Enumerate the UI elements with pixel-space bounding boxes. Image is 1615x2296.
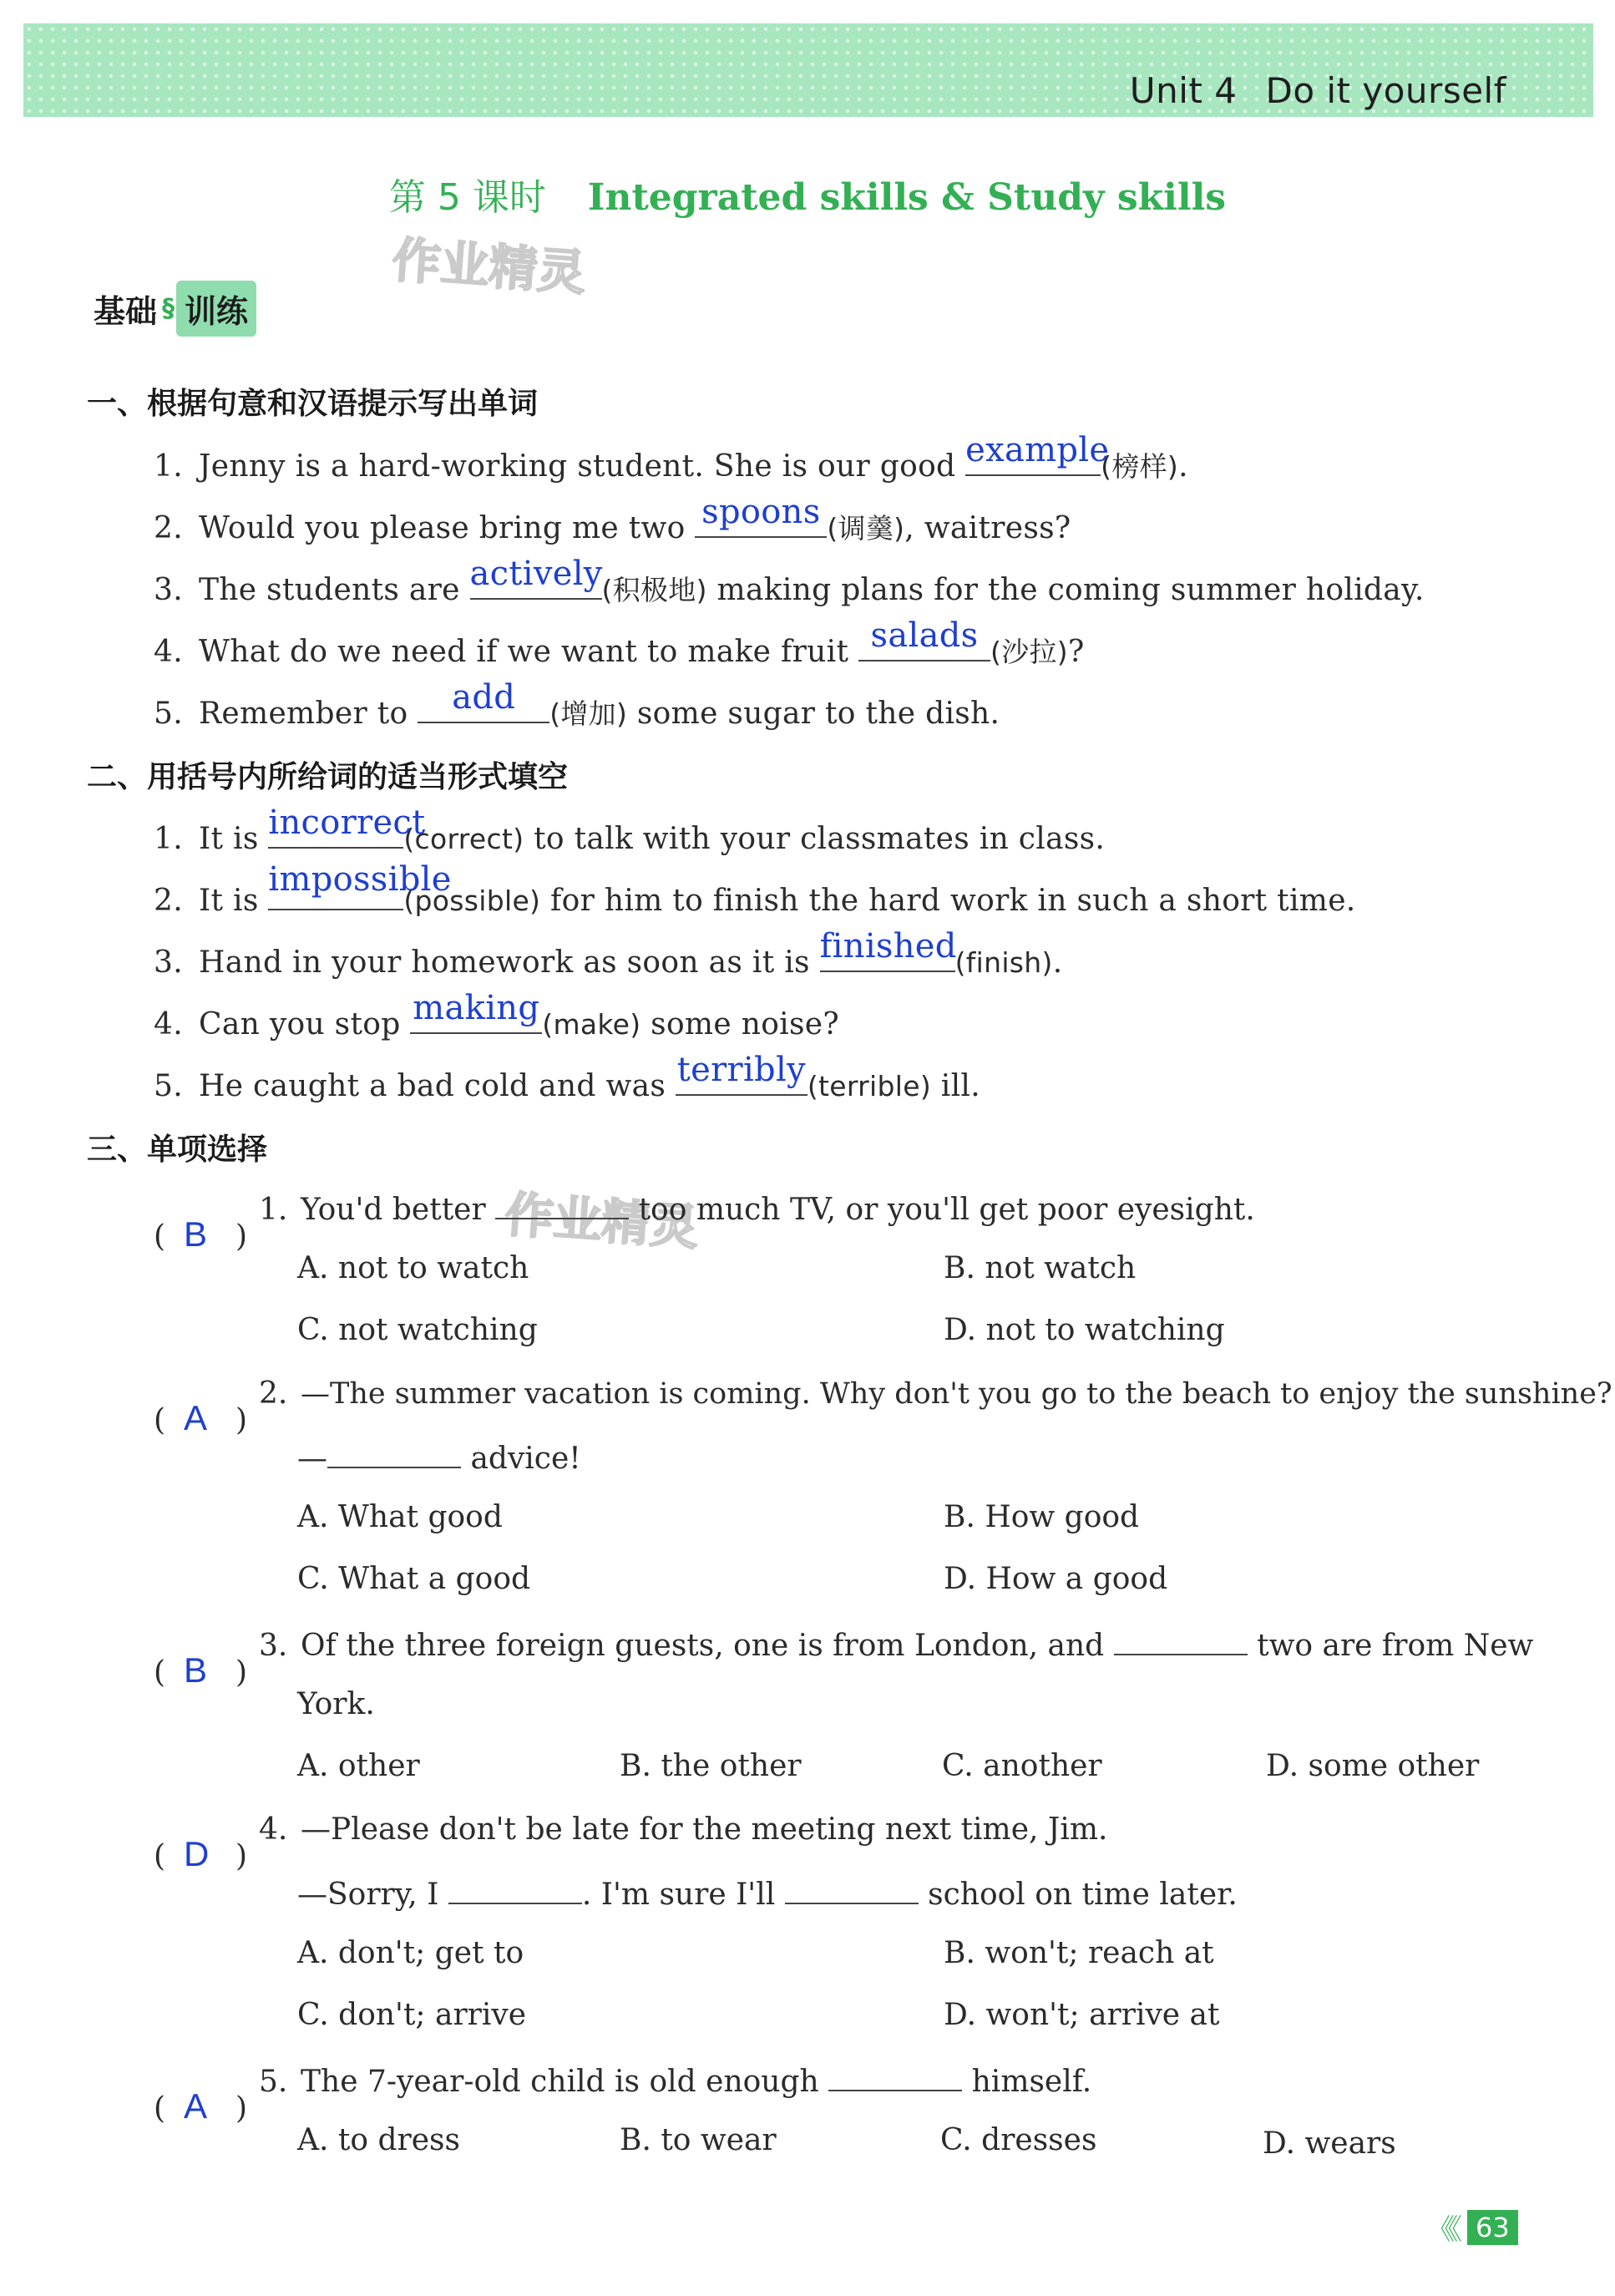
answer-blank[interactable] bbox=[410, 989, 542, 1034]
lesson-name: Integrated skills & Study skills bbox=[587, 176, 1227, 219]
answer-text: incorrect bbox=[268, 803, 426, 842]
question-blank bbox=[785, 1874, 919, 1904]
option-a[interactable]: A. other bbox=[297, 1749, 420, 1783]
option-b[interactable]: B. not watch bbox=[944, 1251, 1137, 1285]
badge-part2: 训练 bbox=[176, 281, 256, 337]
answer-text: impossible bbox=[268, 860, 452, 899]
question-blank bbox=[1114, 1625, 1248, 1655]
mc-answer: A bbox=[184, 1398, 208, 1437]
option-c[interactable]: C. don't; arrive bbox=[297, 1998, 527, 2032]
answer-text: terribly bbox=[676, 1051, 806, 1089]
option-d[interactable]: D. How a good bbox=[944, 1562, 1168, 1596]
option-c[interactable]: C. another bbox=[942, 1749, 1102, 1783]
answer-blank[interactable] bbox=[858, 616, 990, 661]
option-b[interactable]: B. won't; reach at bbox=[944, 1936, 1214, 1970]
answer-text: actively bbox=[469, 555, 603, 593]
question-blank bbox=[448, 1874, 582, 1904]
mc-question: ( A ) 5. The 7-year-old child is old enough himself. bbox=[154, 2061, 1091, 2099]
answer-blank[interactable] bbox=[676, 1051, 808, 1096]
question-blank bbox=[828, 2061, 962, 2091]
exercise-item: 3. The students are actively (积极地) making plans for the coming summer holiday. bbox=[154, 555, 1425, 607]
option-b[interactable]: B. to wear bbox=[620, 2123, 777, 2157]
unit-header bbox=[1130, 70, 1506, 111]
answer-text: add bbox=[452, 678, 516, 717]
option-d[interactable]: D. not to watching bbox=[944, 1313, 1225, 1347]
mc-question: ( A ) 2. —The summer vacation is coming. Why don't you go to the beach to enjoy the sunshine? bbox=[154, 1376, 1612, 1437]
question-line: —Sorry, I . I'm sure I'll school on time later. bbox=[297, 1874, 1238, 1912]
question-blank bbox=[495, 1189, 629, 1219]
answer-blank[interactable] bbox=[268, 860, 452, 910]
answer-text: example bbox=[965, 431, 1110, 469]
double-chevron-left-icon: 《《 bbox=[1426, 2213, 1456, 2247]
badge-part1: 基础 bbox=[94, 292, 158, 330]
exercise-item: 4. What do we need if we want to make fruit salads (沙拉)? bbox=[154, 616, 1085, 669]
option-b[interactable]: B. the other bbox=[620, 1749, 802, 1783]
mc-question: ( B ) 3. Of the three foreign guests, one is from London, and two are from New bbox=[154, 1625, 1533, 1663]
question-line: — advice! bbox=[297, 1438, 581, 1476]
exercise-item: 1. Jenny is a hard-working student. She is our good example (榜样). bbox=[154, 431, 1188, 484]
option-d[interactable]: D. wears bbox=[1263, 2126, 1396, 2161]
mc-question: ( D ) 4. —Please don't be late for the meeting next time, Jim. bbox=[154, 1812, 1108, 1873]
answer-text: spoons bbox=[701, 493, 821, 531]
answer-blank[interactable] bbox=[268, 803, 426, 849]
exercise-item: 3. Hand in your homework as soon as it is finished (finish). bbox=[154, 927, 1063, 980]
exercise-item: 5. He caught a bad cold and was terribly (terrible) ill. bbox=[154, 1051, 980, 1103]
swirl-icon: § bbox=[162, 293, 175, 323]
question-blank bbox=[327, 1438, 461, 1468]
option-b[interactable]: B. How good bbox=[944, 1500, 1140, 1534]
answer-blank[interactable] bbox=[418, 678, 549, 723]
page-number-value: 63 bbox=[1467, 2210, 1518, 2245]
option-d[interactable]: D. some other bbox=[1266, 1749, 1480, 1783]
answer-text: making bbox=[413, 989, 540, 1027]
option-a[interactable]: A. What good bbox=[297, 1500, 503, 1534]
answer-blank[interactable] bbox=[965, 431, 1110, 476]
mc-question: ( B ) 1. You'd better too much TV, or you'll get poor eyesight. bbox=[154, 1189, 1255, 1227]
option-c[interactable]: C. What a good bbox=[297, 1562, 531, 1596]
watermark: 作业精灵 bbox=[503, 1185, 701, 1256]
mc-answer: B bbox=[184, 1650, 208, 1690]
answer-text: finished bbox=[819, 927, 957, 966]
lesson-title bbox=[0, 167, 1615, 220]
answer-blank[interactable] bbox=[695, 493, 827, 538]
watermark: 作业精灵 bbox=[390, 231, 588, 302]
mc-answer: A bbox=[184, 2086, 208, 2126]
unit-label: Unit 4 bbox=[1129, 70, 1238, 111]
answer-blank[interactable] bbox=[469, 555, 603, 600]
option-d[interactable]: D. won't; arrive at bbox=[944, 1998, 1220, 2032]
section-badge bbox=[87, 282, 256, 334]
exercise-item: 1. It is incorrect (correct) to talk with your classmates in class. bbox=[154, 803, 1106, 856]
option-c[interactable]: C. not watching bbox=[297, 1313, 538, 1347]
option-c[interactable]: C. dresses bbox=[940, 2123, 1097, 2157]
exercise-item: 5. Remember to add (增加) some sugar to the dish. bbox=[154, 678, 1000, 731]
option-a[interactable]: A. to dress bbox=[297, 2123, 460, 2157]
answer-text: salads bbox=[870, 616, 979, 655]
mc-answer: B bbox=[184, 1214, 208, 1254]
answer-blank[interactable] bbox=[819, 927, 957, 972]
exercise-item: 4. Can you stop making (make) some noise? bbox=[154, 989, 839, 1042]
question-line: York. bbox=[297, 1687, 375, 1721]
section-1-title: 一、根据句意和汉语提示写出单词 bbox=[87, 387, 539, 421]
exercise-item: 2. It is impossible (possible) for him to finish the hard work in such a short time. bbox=[154, 860, 1356, 918]
option-a[interactable]: A. not to watch bbox=[297, 1251, 529, 1285]
mc-answer: D bbox=[184, 1834, 210, 1873]
section-2-title: 二、用括号内所给词的适当形式填空 bbox=[87, 760, 569, 794]
unit-title: Do it yourself bbox=[1265, 70, 1506, 111]
section-3-title: 三、单项选择 bbox=[87, 1133, 268, 1167]
option-a[interactable]: A. don't; get to bbox=[297, 1936, 524, 1970]
lesson-number: 第 5 课时 bbox=[388, 176, 546, 219]
page-number bbox=[1426, 2207, 1518, 2248]
exercise-item: 2. Would you please bring me two spoons (调羹), waitress? bbox=[154, 493, 1071, 545]
